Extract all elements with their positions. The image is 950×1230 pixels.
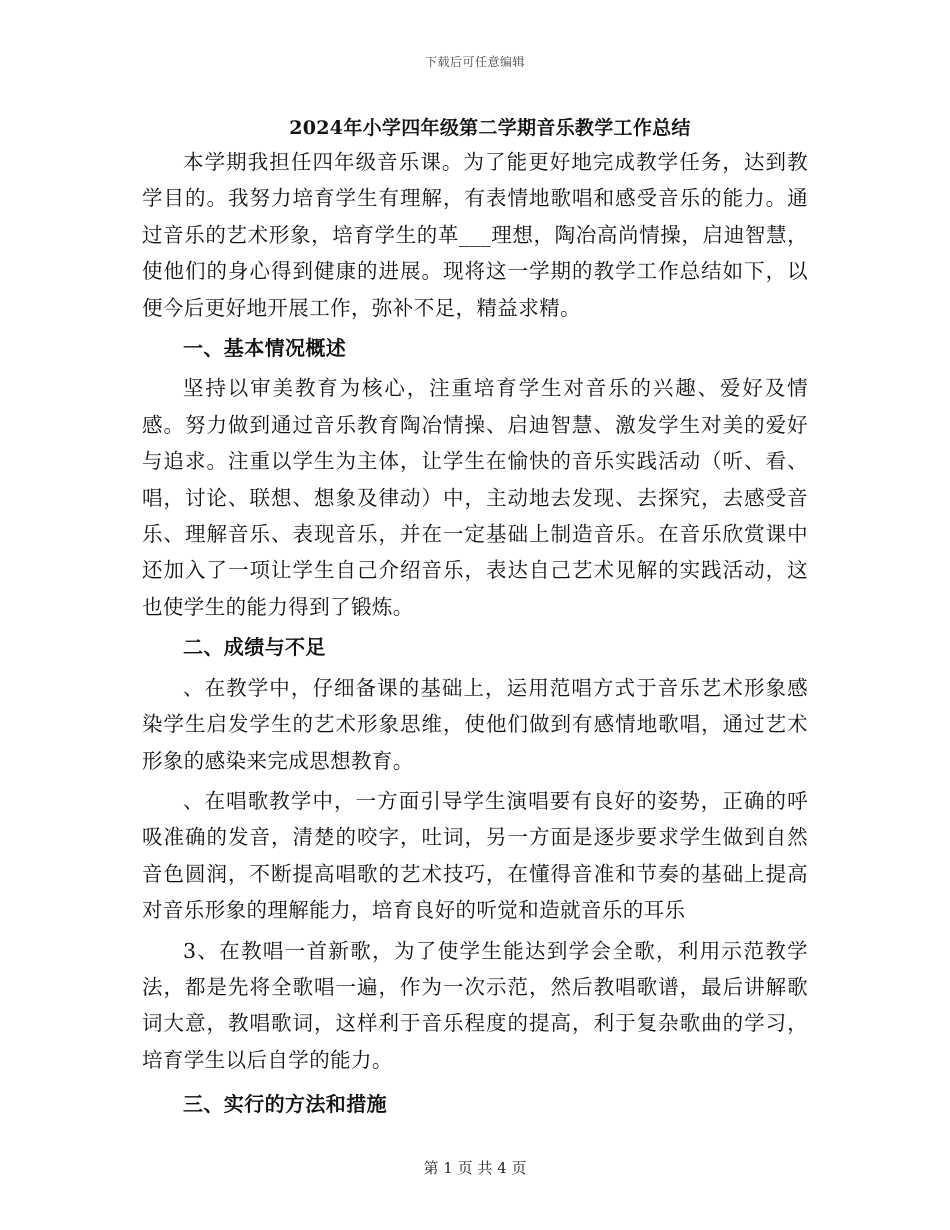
section-3-heading: 三、实行的方法和措施 — [183, 1092, 387, 1117]
section-2-paragraph-1: 、在教学中，仔细备课的基础上，运用范唱方式于音乐艺术形象感染学生启发学生的艺术形象思维，使他们做到有感情地歌唱，通过艺术形象的感染来完成思想教育。 — [142, 675, 808, 773]
intro-paragraph: 本学期我担任四年级音乐课。为了能更好地完成教学任务，达到教学目的。我努力培育学生有理解，有表情地歌唱和感受音乐的能力。通过音乐的艺术形象，培育学生的革___理想，陶冶高尚情操，启迪智慧，使他们的身心得到健康的进展。现将这一学期的教学工作总结如下，以便今后更好地开展工作，弥补不足，精益求精。 — [142, 150, 808, 320]
section-2-paragraph-2: 、在唱歌教学中，一方面引导学生演唱要有良好的姿势，正确的呼吸准确的发音，清楚的咬字，吐词，另一方面是逐步要求学生做到自然音色圆润，不断提高唱歌的艺术技巧，在懂得音准和节奏的基础上提高对音乐形象的理解能力，培育良好的听觉和造就音乐的耳乐 — [142, 788, 808, 923]
document-body — [142, 112, 808, 1123]
section-1-paragraph: 坚持以审美教育为核心，注重培育学生对音乐的兴趣、爱好及情感。努力做到通过音乐教育陶冶情操、启迪智慧、激发学生对美的爱好与追求。注重以学生为主体，让学生在愉快的音乐实践活动（听、看、唱，讨论、联想、想象及律动）中，主动地去发现、去探究，去感受音乐、理解音乐、表现音乐，并在一定基础上制造音乐。在音乐欣赏课中还加入了一项让学生自己介绍音乐，表达自己艺术见解的实践活动，这也使学生的能力得到了锻炼。 — [142, 376, 808, 619]
section-1-heading: 一、基本情况概述 — [183, 336, 347, 361]
document-title: 2024年小学四年级第二学期音乐教学工作总结 — [289, 117, 691, 139]
page-header-note: 下载后可任意编辑 — [424, 55, 525, 69]
section-2-paragraph-3: 3、在教唱一首新歌，为了使学生能达到学会全歌，利用示范教学法，都是先将全歌唱一遍，作为一次示范，然后教唱歌谱，最后讲解歌词大意，教唱歌词，这样利于音乐程度的提高，利于复杂歌曲的学习，培育学生以后自学的能力。 — [142, 938, 808, 1072]
section-2-heading: 二、成绩与不足 — [183, 635, 326, 660]
page-number: 第 1 页 共 4 页 — [423, 1159, 527, 1177]
